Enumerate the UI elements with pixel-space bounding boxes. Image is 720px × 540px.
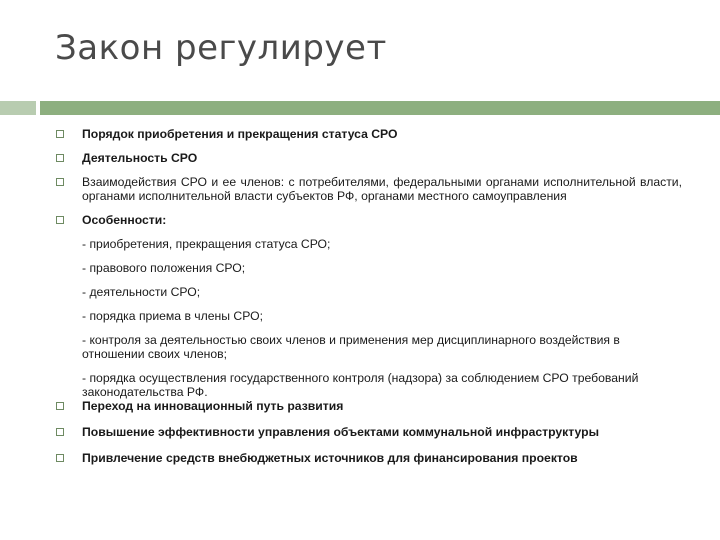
hollow-square-icon bbox=[56, 130, 64, 138]
hollow-square-icon bbox=[56, 454, 64, 462]
hollow-square-icon bbox=[56, 178, 64, 186]
feature-line-status: - приобретения, прекращения статуса СРО; bbox=[82, 237, 331, 251]
hollow-square-icon bbox=[56, 428, 64, 436]
hollow-square-icon bbox=[56, 154, 64, 162]
list-item-text: Деятельность СРО bbox=[82, 151, 198, 165]
list-item-innovation bbox=[56, 399, 682, 413]
list-item-text: Повышение эффективности управления объектами коммунальной инфраструктуры bbox=[82, 425, 599, 439]
accent-bar-left bbox=[0, 101, 36, 115]
list-item-status-order bbox=[56, 127, 682, 141]
feature-line-activity: - деятельности СРО; bbox=[82, 285, 201, 299]
feature-line-supervision: - порядка осуществления государственного контроля (надзора) за соблюдением СРО требований законодательства РФ. bbox=[82, 371, 639, 399]
list-item-text: Взаимодействия СРО и ее членов: с потребителями, федеральными органами исполнительной власти, органами исполнительной власти субъектов РФ, органами местного самоуправления bbox=[82, 175, 682, 203]
hollow-square-icon bbox=[56, 216, 64, 224]
list-item-activity bbox=[56, 151, 682, 165]
feature-line-legal: - правового положения СРО; bbox=[82, 261, 246, 275]
list-item-efficiency bbox=[56, 425, 682, 439]
list-item-text: Порядок приобретения и прекращения статуса СРО bbox=[82, 127, 398, 141]
accent-bar bbox=[40, 101, 720, 115]
list-item-funding bbox=[56, 451, 682, 465]
list-item-text: Особенности: bbox=[82, 213, 167, 227]
hollow-square-icon bbox=[56, 402, 64, 410]
list-item-text: Привлечение средств внебюджетных источников для финансирования проектов bbox=[82, 451, 578, 465]
list-item-interaction bbox=[56, 175, 682, 203]
list-item-features bbox=[56, 213, 682, 227]
feature-line-control: - контроля за деятельностью своих членов и применения мер дисциплинарного воздействия в отношении своих членов; bbox=[82, 333, 620, 361]
slide-title: Закон регулирует bbox=[55, 28, 387, 68]
list-item-text: Переход на инновационный путь развития bbox=[82, 399, 344, 413]
feature-line-admission: - порядка приема в члены СРО; bbox=[82, 309, 263, 323]
slide-content bbox=[56, 127, 682, 465]
